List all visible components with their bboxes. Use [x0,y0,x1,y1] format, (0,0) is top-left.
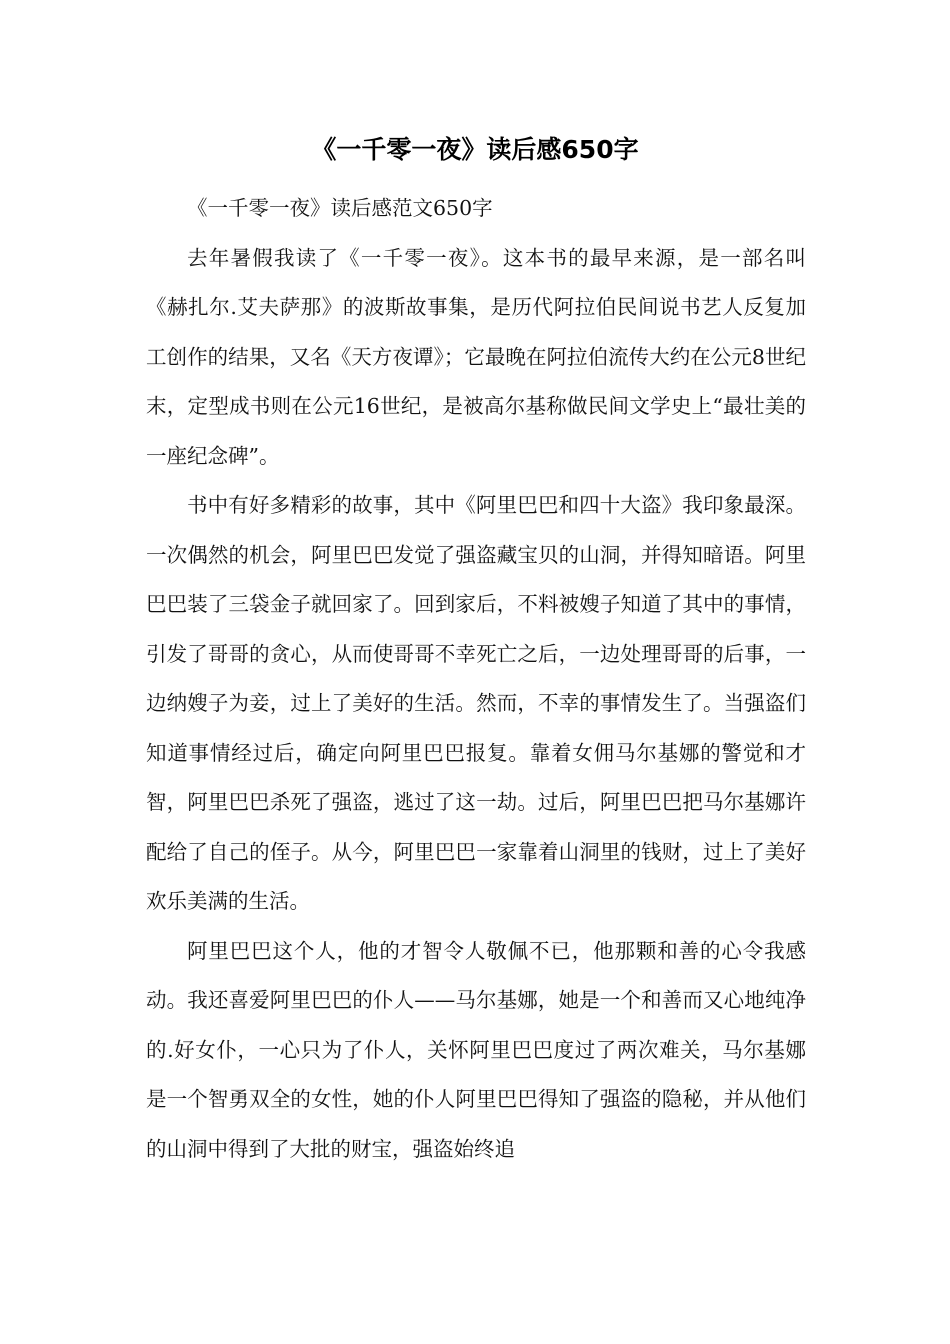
subtitle-paragraph: 《一千零一夜》读后感范文650字 [187,196,493,220]
paragraph-intro: 去年暑假我读了《一千零一夜》。这本书的最早来源，是一部名叫《赫扎尔.艾夫萨那》的波斯故事集，是历代阿拉伯民间说书艺人反复加工创作的结果，又名《天方夜谭》；它最晚在阿拉伯流传大约在公元8世纪末，定型成书则在公元16世纪，是被高尔基称做民间文学史上“最壮美的一座纪念碑”。 [146,245,806,468]
document-body [146,184,806,1174]
document-title: 《一千零一夜》读后感650字 [311,135,639,164]
paragraph-story: 书中有好多精彩的故事，其中《阿里巴巴和四十大盗》我印象最深。一次偶然的机会，阿里巴巴发觉了强盗藏宝贝的山洞，并得知暗语。阿里巴巴装了三袋金子就回家了。回到家后，不料被嫂子知道了其中的事情，引发了哥哥的贪心，从而使哥哥不幸死亡之后，一边处理哥哥的后事，一边纳嫂子为妾，过上了美好的生活。然而，不幸的事情发生了。当强盗们知道事情经过后，确定向阿里巴巴报复。靠着女佣马尔基娜的警觉和才智，阿里巴巴杀死了强盗，逃过了这一劫。过后，阿里巴巴把马尔基娜许配给了自己的侄子。从今，阿里巴巴一家靠着山洞里的钱财，过上了美好欢乐美满的生活。 [146,493,806,913]
paragraph-reflection: 阿里巴巴这个人，他的才智令人敬佩不已，他那颗和善的心令我感动。我还喜爱阿里巴巴的仆人——马尔基娜，她是一个和善而又心地纯净的.好女仆，一心只为了仆人，关怀阿里巴巴度过了两次难关，马尔基娜是一个智勇双全的女性，她的仆人阿里巴巴得知了强盗的隐秘，并从他们的山洞中得到了大批的财宝，强盗始终追 [146,938,806,1161]
